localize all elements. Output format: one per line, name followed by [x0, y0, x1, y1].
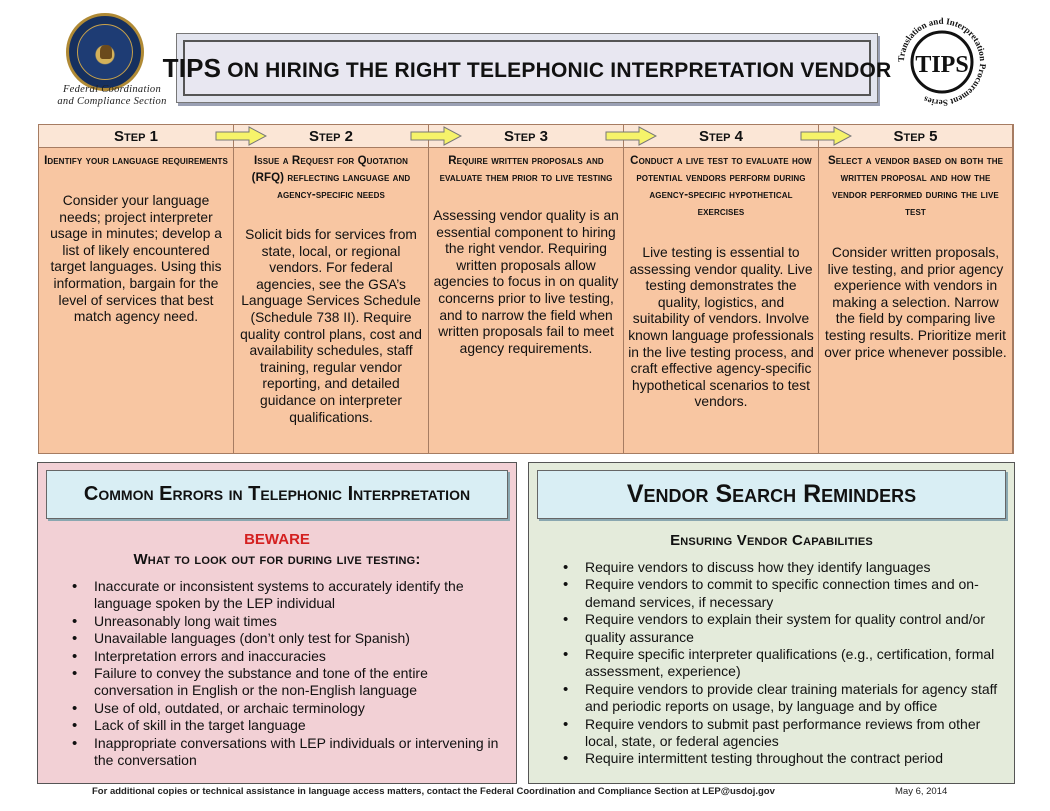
title-tips: TIPS [162, 52, 222, 83]
errors-list [60, 578, 506, 769]
list-item: • Require specific interpreter qualifications (e.g., certification, formal assessment, experience) [551, 646, 1004, 681]
step-3-label: Step 3 [429, 125, 623, 148]
step-4 [624, 125, 819, 453]
reminders-list [551, 559, 1004, 768]
step-1-label: Step 1 [39, 125, 233, 148]
list-item: • Inappropriate conversations with LEP individuals or intervening in the conversation [60, 735, 506, 770]
org-line-2: and Compliance Section [57, 96, 167, 107]
step-1 [39, 125, 234, 453]
logo-ring-text: Translation and Interpretation Procurement Series [895, 15, 989, 109]
list-item: • Failure to convey the substance and tone of the entire conversation in English or the non-English language [60, 665, 506, 700]
list-item: • Require intermittent testing throughout the contract period [551, 750, 1004, 767]
step-5-subtitle: Select a vendor based on both the written proposal and how the vendor performed during the live test [827, 155, 1004, 218]
step-3-body: Assessing vendor quality is an essential component to hiring the right vendor. Requiring written proposals allow agencies to focus in on quality concerns prior to live testing, and to narrow the field when written proposals fail to meet agency requirements. [433, 208, 619, 356]
step-5 [819, 125, 1013, 453]
list-item: • Require vendors to submit past performance reviews from other local, state, or federal agencies [551, 716, 1004, 751]
list-item: • Inaccurate or inconsistent systems to accurately identify the language spoken by the LEP individual [60, 578, 506, 613]
footer-date: May 6, 2014 [895, 786, 948, 797]
doj-seal-icon [66, 13, 144, 91]
common-errors-panel [37, 462, 517, 784]
step-1-subtitle: Identify your language requirements [44, 155, 228, 167]
org-name [42, 84, 182, 108]
step-2-label: Step 2 [234, 125, 428, 148]
step-2-subtitle: Issue a Request for Quotation (RFQ) reflecting language and agency-specific needs [251, 155, 411, 201]
common-errors-title: Common Errors in Telephonic Interpretation [46, 470, 508, 519]
step-4-subtitle: Conduct a live test to evaluate how potential vendors perform during agency-specific hypothetical exercises [630, 155, 812, 218]
page-title [163, 53, 892, 84]
step-2 [234, 125, 429, 453]
list-item: • Use of old, outdated, or archaic terminology [60, 700, 506, 717]
page-title-box [162, 33, 892, 103]
step-3-subtitle: Require written proposals and evaluate them prior to live testing [439, 155, 613, 184]
step-1-body: Consider your language needs; project interpreter usage in minutes; develop a list of likely encountered target languages. Using this information, bargain for the level of services that best match agency need. [50, 193, 222, 325]
steps-section [38, 124, 1014, 454]
arrow-right-icon [410, 126, 462, 146]
vendor-reminders-panel [528, 462, 1015, 784]
list-item: • Unavailable languages (don’t only test for Spanish) [60, 630, 506, 647]
title-rest: ON HIRING THE RIGHT TELEPHONIC INTERPRETATION VENDOR [227, 58, 892, 82]
step-4-label: Step 4 [624, 125, 818, 148]
tips-logo-icon [892, 12, 992, 112]
org-line-1: Federal Coordination [62, 84, 162, 95]
arrow-right-icon [800, 126, 852, 146]
step-4-body: Live testing is essential to assessing vendor quality. Live testing demonstrates the quality, logistics, and suitability of vendors. Involve known language professionals in the live testing process, and craft effective agency-specific hypothetical scenarios to test vendors. [628, 245, 814, 410]
list-item: • Interpretation errors and inaccuracies [60, 648, 506, 665]
list-item: • Require vendors to explain their system for quality control and/or quality assurance [551, 611, 1004, 646]
step-2-body: Solicit bids for services from state, local, or regional vendors. For federal agencies, see the GSA’s Language Services Schedule (Schedule 738 II). Require quality control plans, cost and availability schedules, staff training, regular vendor reporting, and detailed guidance on interpreter qualifications. [240, 227, 422, 425]
vendor-reminders-title: Vendor Search Reminders [537, 470, 1006, 519]
beware-label: BEWARE [244, 531, 310, 548]
list-item: • Require vendors to commit to specific connection times and on-demand services, if necessary [551, 576, 1004, 611]
ensure-subtitle: Ensuring Vendor Capabilities [670, 532, 873, 549]
step-5-body: Consider written proposals, live testing, and prior agency experience with vendors in making a selection. Narrow the field by comparing live testing results. Prioritize merit over price whenever possible. [824, 245, 1007, 360]
arrow-right-icon [215, 126, 267, 146]
list-item: • Require vendors to provide clear training materials for agency staff and periodic reports on usage, by language and by office [551, 681, 1004, 716]
logo-text: TIPS [915, 52, 969, 78]
lookout-subtitle: What to look out for during live testing: [133, 551, 421, 568]
arrow-right-icon [605, 126, 657, 146]
step-5-label: Step 5 [819, 125, 1012, 148]
list-item: • Unreasonably long wait times [60, 613, 506, 630]
list-item: • Lack of skill in the target language [60, 717, 506, 734]
footer-contact: For additional copies or technical assistance in language access matters, contact the Federal Coordination and Compliance Section at LEP@usdoj.gov [92, 786, 775, 797]
list-item: • Require vendors to discuss how they identify languages [551, 559, 1004, 576]
step-3 [429, 125, 624, 453]
